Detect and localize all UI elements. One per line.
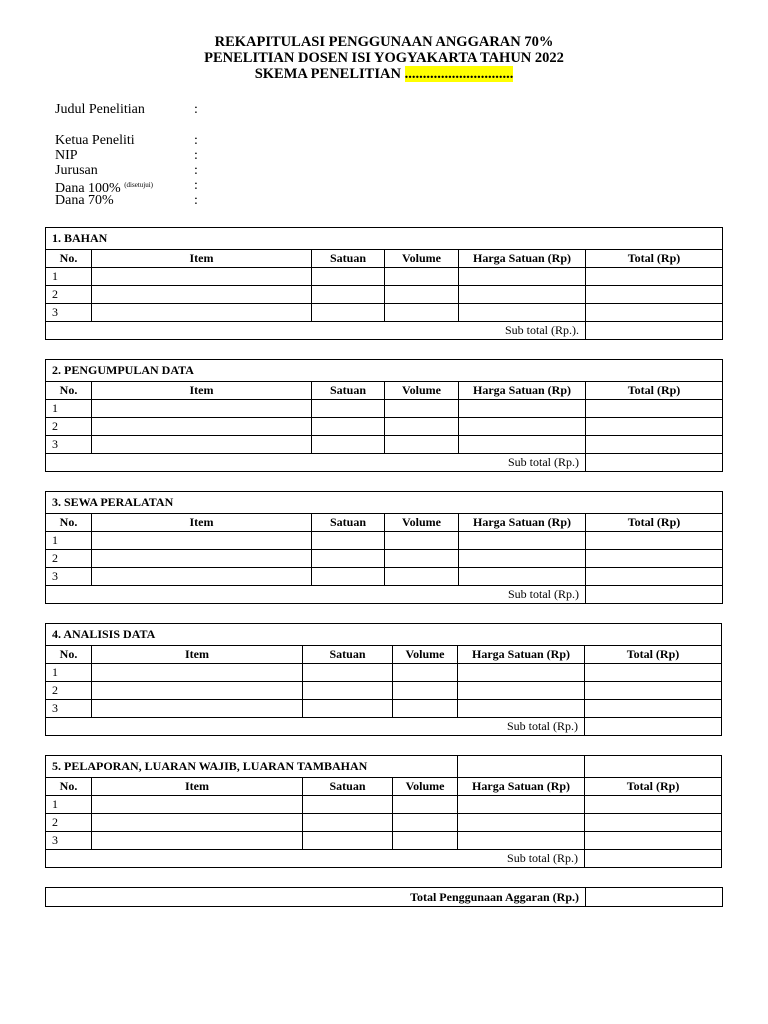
cell-harga[interactable] [458,700,585,718]
subtotal-label: Sub total (Rp.) [46,850,585,868]
row-number: 1 [46,532,92,550]
cell-volume[interactable] [385,532,459,550]
cell-volume[interactable] [393,664,458,682]
cell-item[interactable] [92,796,303,814]
row-number: 3 [46,436,92,454]
document-title [0,34,768,82]
cell-satuan[interactable] [312,304,385,322]
row-number: 1 [46,796,92,814]
judul-colon: : [194,102,198,117]
cell-item[interactable] [92,304,312,322]
cell-total[interactable] [586,304,723,322]
cell-volume[interactable] [385,436,459,454]
table-row [46,664,722,682]
table-row [46,304,723,322]
row-number: 2 [46,550,92,568]
subtotal-label: Sub total (Rp.) [46,586,586,604]
cell-volume[interactable] [393,796,458,814]
dana70-colon: : [194,193,198,208]
column-header-no: No. [46,646,92,664]
column-header-satuan: Satuan [312,382,385,400]
cell-volume[interactable] [385,400,459,418]
column-header-satuan: Satuan [303,646,393,664]
column-header-total: Total (Rp) [586,250,723,268]
subtotal-value-cell[interactable] [586,454,723,472]
dana100-note: (disetujui) [124,181,153,189]
jurusan-colon: : [194,163,198,178]
row-number: 2 [46,814,92,832]
column-header-volume: Volume [385,250,459,268]
table-row [46,814,722,832]
column-header-no: No. [46,382,92,400]
cell-harga[interactable] [458,682,585,700]
table-row [46,832,722,850]
cell-volume[interactable] [393,832,458,850]
column-header-total: Total (Rp) [585,646,722,664]
cell-item[interactable] [92,682,303,700]
nip-colon: : [194,148,198,163]
column-header-total: Total (Rp) [586,514,723,532]
title-line-1: REKAPITULASI PENGGUNAAN ANGGARAN 70% [214,34,554,50]
section-title: 2. PENGUMPULAN DATA [46,360,723,382]
section-title: 3. SEWA PERALATAN [46,492,723,514]
row-number: 2 [46,682,92,700]
column-header-volume: Volume [385,382,459,400]
column-header-total: Total (Rp) [585,778,722,796]
section-title-filler [458,756,585,778]
ketua-label: Ketua Peneliti [55,133,135,148]
column-header-harga: Harga Satuan (Rp) [458,646,585,664]
section-table-1 [45,227,723,340]
column-header-satuan: Satuan [312,250,385,268]
cell-satuan[interactable] [303,664,393,682]
cell-harga[interactable] [459,532,586,550]
column-header-item: Item [92,778,303,796]
cell-item[interactable] [92,550,312,568]
column-header-no: No. [46,778,92,796]
column-header-total: Total (Rp) [586,382,723,400]
section-table-5 [45,755,722,868]
cell-item[interactable] [92,700,303,718]
cell-satuan[interactable] [312,268,385,286]
column-header-item: Item [92,382,312,400]
column-header-volume: Volume [393,778,458,796]
cell-total[interactable] [585,796,722,814]
cell-satuan[interactable] [312,568,385,586]
cell-total[interactable] [586,568,723,586]
cell-volume[interactable] [385,568,459,586]
cell-item[interactable] [92,418,312,436]
row-number: 1 [46,268,92,286]
cell-total[interactable] [585,700,722,718]
cell-total[interactable] [586,418,723,436]
cell-satuan[interactable] [312,532,385,550]
column-header-no: No. [46,250,92,268]
section-title: 5. PELAPORAN, LUARAN WAJIB, LUARAN TAMBAHAN [46,756,458,778]
cell-harga[interactable] [459,286,586,304]
subtotal-value-cell[interactable] [585,850,722,868]
row-number: 3 [46,304,92,322]
row-number: 1 [46,400,92,418]
table-row [46,418,723,436]
column-header-harga: Harga Satuan (Rp) [459,514,586,532]
grand-total-table [45,887,723,907]
cell-harga[interactable] [459,304,586,322]
section-table-2 [45,359,723,472]
cell-satuan[interactable] [312,550,385,568]
cell-item[interactable] [92,268,312,286]
cell-harga[interactable] [458,796,585,814]
row-number: 3 [46,568,92,586]
column-header-item: Item [92,250,312,268]
column-header-satuan: Satuan [303,778,393,796]
row-number: 3 [46,700,92,718]
section-title: 1. BAHAN [46,228,723,250]
cell-satuan[interactable] [303,682,393,700]
subtotal-label: Sub total (Rp.). [46,322,586,340]
cell-harga[interactable] [459,400,586,418]
cell-harga[interactable] [458,664,585,682]
dana100-colon: : [194,178,198,193]
cell-total[interactable] [586,436,723,454]
grand-total-label: Total Penggunaan Aggaran (Rp.) [46,888,586,907]
table-row [46,532,723,550]
cell-item[interactable] [92,664,303,682]
cell-total[interactable] [585,664,722,682]
cell-satuan[interactable] [303,700,393,718]
cell-harga[interactable] [459,268,586,286]
jurusan-label: Jurusan [55,163,98,178]
cell-total[interactable] [586,286,723,304]
cell-total[interactable] [586,532,723,550]
cell-total[interactable] [585,682,722,700]
section-table-3 [45,491,723,604]
cell-satuan[interactable] [312,418,385,436]
table-row [46,400,723,418]
subtotal-value-cell[interactable] [586,586,723,604]
column-header-item: Item [92,514,312,532]
column-header-harga: Harga Satuan (Rp) [459,382,586,400]
cell-volume[interactable] [385,418,459,436]
cell-item[interactable] [92,814,303,832]
title-line-3 [0,66,768,82]
cell-item[interactable] [92,568,312,586]
column-header-volume: Volume [393,646,458,664]
cell-item[interactable] [92,832,303,850]
cell-total[interactable] [586,400,723,418]
row-number: 3 [46,832,92,850]
dana70-label: Dana 70% [55,193,114,208]
title-line-2: PENELITIAN DOSEN ISI YOGYAKARTA TAHUN 2022 [204,50,564,66]
ketua-colon: : [194,133,198,148]
cell-harga[interactable] [459,436,586,454]
subtotal-value-cell[interactable] [586,322,723,340]
subtotal-label: Sub total (Rp.) [46,454,586,472]
cell-harga[interactable] [459,568,586,586]
cell-harga[interactable] [459,550,586,568]
column-header-item: Item [92,646,303,664]
table-row [46,568,723,586]
table-row [46,550,723,568]
cell-satuan[interactable] [303,796,393,814]
table-row [46,700,722,718]
cell-satuan[interactable] [312,286,385,304]
table-row [46,286,723,304]
cell-volume[interactable] [393,682,458,700]
table-row [46,268,723,286]
section-title-filler [585,756,722,778]
column-header-volume: Volume [385,514,459,532]
cell-volume[interactable] [385,286,459,304]
column-header-harga: Harga Satuan (Rp) [458,778,585,796]
cell-volume[interactable] [393,700,458,718]
cell-item[interactable] [92,532,312,550]
cell-satuan[interactable] [303,832,393,850]
cell-total[interactable] [585,814,722,832]
cell-total[interactable] [586,268,723,286]
subtotal-value-cell[interactable] [585,718,722,736]
cell-item[interactable] [92,286,312,304]
cell-volume[interactable] [385,268,459,286]
row-number: 1 [46,664,92,682]
column-header-no: No. [46,514,92,532]
cell-harga[interactable] [458,814,585,832]
subtotal-label: Sub total (Rp.) [46,718,585,736]
cell-harga[interactable] [458,832,585,850]
cell-satuan[interactable] [303,814,393,832]
cell-volume[interactable] [393,814,458,832]
column-header-satuan: Satuan [312,514,385,532]
cell-total[interactable] [586,550,723,568]
nip-label: NIP [55,148,78,163]
cell-total[interactable] [585,832,722,850]
cell-item[interactable] [92,400,312,418]
grand-total-value-cell[interactable] [586,888,723,907]
skema-blank-highlight: .............................. [404,66,514,82]
table-row [46,796,722,814]
dana100-text: Dana 100% [55,181,121,196]
cell-harga[interactable] [459,418,586,436]
table-row [46,682,722,700]
row-number: 2 [46,286,92,304]
title-line-3-prefix: SKEMA PENELITIAN [254,66,405,82]
cell-satuan[interactable] [312,400,385,418]
table-row [46,436,723,454]
cell-volume[interactable] [385,550,459,568]
column-header-harga: Harga Satuan (Rp) [459,250,586,268]
cell-item[interactable] [92,436,312,454]
cell-volume[interactable] [385,304,459,322]
row-number: 2 [46,418,92,436]
cell-satuan[interactable] [312,436,385,454]
judul-label: Judul Penelitian [55,102,145,117]
section-table-4 [45,623,722,736]
section-title: 4. ANALISIS DATA [46,624,722,646]
